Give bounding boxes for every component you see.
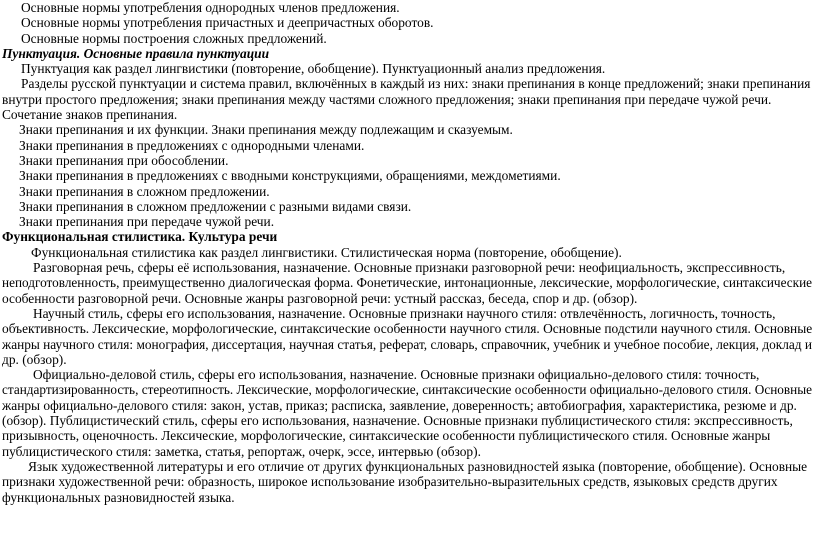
paragraph-official-line2: стандартизированность, стереотипность. Лексические, морфологические, синтаксические особенности официально-делового стиля. Основные <box>2 382 813 398</box>
line-complex-sentences: Основные нормы построения сложных предложений. <box>21 30 327 46</box>
list-item-isolation: Знаки препинания при обособлении. <box>19 152 229 168</box>
paragraph-punctuation-sections-line1: Разделы русской пунктуации и система правил, включённых в каждый из них: знаки препинания в конце предложений; знаки препинания <box>21 76 811 92</box>
paragraph-literary-line2: признаки художественной речи: образность, широкое использование изобразительно-выразительных средств, языковых средств других <box>2 474 778 490</box>
section-heading-punctuation: Пунктуация. Основные правила пунктуации <box>2 45 270 61</box>
paragraph-official-line4: (обзор). Публицистический стиль, сферы его использования, назначение. Основные признаки публицистического стиля: экспрессивность, <box>2 413 793 429</box>
paragraph-official-line3: жанры официально-делового стиля: закон, устав, приказ; расписка, заявление, доверенность; автобиография, характеристика, резюме и др. <box>2 397 797 413</box>
section-heading-stylistics: Функциональная стилистика. Культура речи <box>2 229 278 245</box>
paragraph-colloquial-line1: Разговорная речь, сферы её использования, назначение. Основные признаки разговорной речи: неофициальность, экспрессивность, <box>33 260 786 276</box>
list-item-reported-speech: Знаки препинания при передаче чужой речи. <box>19 214 275 230</box>
document-body <box>2 0 812 505</box>
paragraph-literary-line3: функциональных разновидностей языка. <box>2 489 235 505</box>
paragraph-scientific-line1: Научный стиль, сферы его использования, назначение. Основные признаки научного стиля: отвлечённость, логичность, точность, <box>33 305 776 321</box>
paragraph-colloquial-line2: неподготовленность, преимущественно диалогическая форма. Фонетические, интонационные, лексические, морфологические, синтаксические <box>2 275 813 291</box>
paragraph-official-line5: призывность, оценочность. Лексические, морфологические, синтаксические особенности публицистического стиля. Основные жанры <box>2 428 771 444</box>
paragraph-stylistics-intro: Функциональная стилистика как раздел лингвистики. Стилистическая норма (повторение, обобщение). <box>31 244 622 260</box>
paragraph-punctuation-sections-line2: внутри простого предложения; знаки препинания между частями сложного предложения; знаки препинания при передаче чужой речи. <box>2 91 772 107</box>
paragraph-literary-line1: Язык художественной литературы и его отличие от других функциональных разновидностей языка (повторение, обобщение). Основные <box>28 458 808 474</box>
list-item-punctuation-functions: Знаки препинания и их функции. Знаки препинания между подлежащим и сказуемым. <box>19 122 513 138</box>
list-item-homogeneous: Знаки препинания в предложениях с однородными членами. <box>19 137 365 153</box>
paragraph-colloquial-line3: особенности разговорной речи. Основные жанры разговорной речи: устный рассказ, беседа, спор и др. (обзор). <box>2 290 638 306</box>
paragraph-official-line6: публицистического стиля: заметка, статья, репортаж, очерк, эссе, интервью (обзор). <box>2 443 481 459</box>
paragraph-punctuation-intro: Пунктуация как раздел лингвистики (повторение, обобщение). Пунктуационный анализ предложения. <box>21 61 606 77</box>
paragraph-scientific-line3: жанры научного стиля: монография, диссертация, научная статья, реферат, словарь, справочник, учебник и учебное пособие, лекция, доклад и <box>2 336 813 352</box>
list-item-mixed-connection: Знаки препинания в сложном предложении с разными видами связи. <box>19 198 412 214</box>
paragraph-punctuation-sections-line3: Сочетание знаков препинания. <box>2 107 178 123</box>
line-participial-phrases: Основные нормы употребления причастных и деепричастных оборотов. <box>21 15 434 31</box>
paragraph-official-line1: Официально-деловой стиль, сферы его использования, назначение. Основные признаки официально-делового стиля: точность, <box>33 367 760 383</box>
paragraph-scientific-line2: объективность. Лексические, морфологические, синтаксические особенности научного стиля. Основные подстили научного стиля. Основные <box>2 321 813 337</box>
list-item-complex-sentence: Знаки препинания в сложном предложении. <box>19 183 270 199</box>
paragraph-scientific-line4: др. (обзор). <box>2 351 67 367</box>
line-homogeneous-members: Основные нормы употребления однородных членов предложения. <box>21 0 400 15</box>
list-item-introductory: Знаки препинания в предложениях с вводными конструкциями, обращениями, междометиями. <box>19 168 561 184</box>
